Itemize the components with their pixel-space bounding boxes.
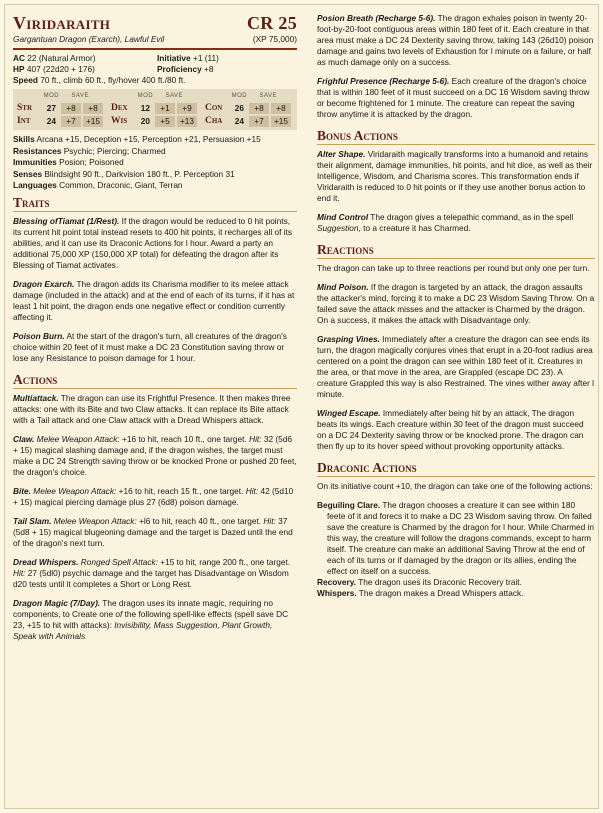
draconic-text: The dragon chooses a creature it can see within 180 feete of it and forecs it to make a DC 23 Wisdom saving throw. On failed save the creature is Charmed by the dragon for l hour. While Charmed in this way, the creature will follow the dragons commands, except to harm itself. The creature can make an additional Saving Throw at the end of each of its turns or if damaged by the dragon or its allies, ending the effect on itself on a success. [327, 500, 595, 576]
ability-name: Wis [111, 116, 128, 126]
senses-value: Blindsight 90 ft., Darkvision 180 ft., P. Perception 31 [44, 168, 235, 179]
mod-header: MOD [43, 93, 60, 99]
trait-dragon-exarch [13, 279, 297, 323]
ability-save: +8 [271, 103, 291, 114]
action-name: Tail Slam. [13, 516, 52, 526]
action-text: Each creature of the dragon's choice that is within 180 feet of it must succeed on a DC 16 Wisdom saving throw or become frightened for 1 minute. The creature can repeat the saving throw anytime it is attacked by the dragon. [317, 76, 590, 119]
ability-header-row [17, 91, 293, 102]
hit-label: Hit: [245, 486, 259, 496]
attack-info: +l6 to hit, reach 40 ft., one target. [136, 516, 264, 526]
spell-list: Invisibility, Mass Suggestion, Plant Growth, Speak with Animals [13, 620, 273, 641]
reaction-text: Immediately after a creature the dragon can see ends its turn, the dragon magically conjures vines that erupt in a 20-foot radius area centered on a point the dragon can see within 180 feet of it. Creatures in the area, or that move in the area, are Grappled (escape DC 23). A creature Grappled this way is also Restrained. The vines wither away after l minute. [317, 334, 594, 399]
ability-wis [111, 115, 199, 128]
save-header: SAVE [165, 93, 183, 99]
action-bite [13, 486, 297, 508]
monster-xp: (XP 75,000) [252, 34, 297, 44]
action-text: The dragon can use its Frightful Presence. It then makes three attacks: one with its Bite and two Claw attacks. It can replace its Bite attack with a Tail attack and one Claw attack with a Dread Whispers attack. [13, 393, 291, 425]
ability-mod: +5 [155, 116, 175, 127]
monster-type: Gargantuan Dragon (Exarch), Lawful Evil [13, 34, 165, 44]
draconic-name: Whispers. [317, 588, 357, 598]
reactions-heading: Reactions [317, 242, 595, 259]
reaction-mind-poison [317, 282, 595, 326]
languages-label: Languages [13, 180, 57, 190]
draconic-text: The dragon uses its Draconic Recovery trait. [356, 577, 522, 587]
action-poison-breath [317, 13, 595, 68]
draconic-name: Beguiling Clare. [317, 500, 381, 510]
hp-value: 407 (22d20 + 176) [26, 64, 95, 74]
ability-scores-table [13, 89, 297, 130]
trait-name: Dragon Exarch. [13, 279, 75, 289]
trait-text: If the dragon would be reduced to 0 hit points, its current hit point total instead resets to 400 hit points, it recharges all of its abilities, and it can use its Draconic Actions for l hour. Award a party an additional 75,000 XP (150,000 XP total) for defeating the dragon after its Blessing of Tiamat activates. [13, 216, 293, 270]
properties-list [13, 134, 297, 191]
armor-class [13, 53, 153, 64]
ability-save: +8 [83, 103, 103, 114]
challenge-rating: CR 25 [247, 13, 297, 33]
trait-text: At the start of the dragon's turn, all creatures of the dragon's choice within 20 feet of it must make a DC 23 Constitution saving throw or lose any Resistance to poison damage for 1 hour. [13, 331, 287, 363]
action-text: The dragon uses its innate magic, requiring no components, to Create one [13, 598, 273, 619]
bonus-mind-control [317, 212, 595, 234]
ability-save: +15 [83, 116, 103, 127]
speed-label: Speed [13, 75, 38, 85]
action-name: Dread Whispers. [13, 557, 79, 567]
skills-label: Skills [13, 134, 35, 144]
action-name: Bite. [13, 486, 31, 496]
proficiency-label: Proficiency [157, 64, 202, 74]
action-name: Dragon Magic (7/Day). [13, 598, 101, 608]
resistances-line [13, 146, 297, 157]
right-column [317, 13, 595, 599]
ability-mod: +7 [61, 116, 81, 127]
trait-blessing-of-tiamat [13, 216, 297, 271]
actions-heading: Actions [13, 372, 297, 389]
draconic-actions-heading: Draconic Actions [317, 460, 595, 477]
action-text-of: of [115, 609, 123, 619]
reactions-intro: The dragon can take up to three reactions per round but only one per turn. [317, 263, 590, 273]
ability-name: Int [17, 116, 31, 126]
ability-name: Con [205, 103, 223, 113]
action-name: Multiattack. [13, 393, 59, 403]
ability-mod: +7 [249, 116, 269, 127]
action-text: 37 (5d8 + 15) magical blugeoning damage and the target is Dazed until the end of the dragon's next turn. [13, 516, 293, 548]
action-text-2: the following spell-like effects (spell save DC 23, +15 to hit with attacks): [13, 609, 289, 630]
hit-points [13, 64, 153, 75]
spell-name: Suggestion [317, 223, 359, 233]
action-tail-slam [13, 516, 297, 549]
speed [13, 75, 297, 86]
ability-value: 26 [234, 103, 244, 113]
mod-header: MOD [231, 93, 248, 99]
resistances-value: Psychic; Piercing; Charmed [63, 145, 166, 156]
draconic-recovery [317, 577, 595, 588]
draconic-beguiling-glare [317, 500, 595, 577]
immunities-line [13, 157, 297, 168]
hp-label: HP [13, 64, 25, 74]
draconic-name: Recovery. [317, 577, 357, 587]
ability-header-1 [17, 91, 105, 102]
proficiency-value: +8 [204, 64, 214, 74]
senses-label: Senses [13, 168, 43, 179]
attack-type: Ronged Spell Attack: [78, 557, 158, 567]
action-text: The dragon exhales poison in twenty 20-foot-by-20-foot contiguous areas within 180 feet of it. Each creature in that area must make a DC 24 Dexterity saving throw, taking 143 (26d10) poison damage and gains two levels of Exhaustion for l minute on a failure, or half as much damage only on a success. [317, 13, 594, 67]
reaction-name: Grasping Vines. [317, 334, 380, 344]
ability-value: 24 [46, 116, 56, 126]
title-divider [13, 48, 297, 50]
languages-line [13, 180, 297, 191]
ability-cha [205, 115, 293, 128]
bonus-text: The dragon gives a telepathic command, as in the spell [368, 212, 574, 222]
immunities-label: Immunities [13, 157, 57, 167]
attack-info: +16 to hit, reach 15 ft., one target. [116, 486, 246, 496]
skills-value: Arcana +15, Deception +15, Perception +21, Persuasion +15 [36, 134, 261, 144]
core-stats [13, 53, 297, 75]
attack-info: +16 to hit, reach 10 ft., one target. [119, 434, 250, 444]
bonus-actions-heading: Bonus Actions [317, 128, 595, 145]
bonus-name: Alter Shape. [317, 149, 366, 159]
ability-save: +13 [177, 116, 197, 127]
languages-value: Common, Draconic, Giant, Terran [59, 180, 183, 190]
ability-name: Cha [205, 116, 223, 126]
reaction-text: If the dragon is targeted by an attack, the dragon assaults the attacker's mind, forcing it to make a DC 23 Wisdom Saving Throw. On a failed save the attack misses and the attacker is Charmed by the dragon. On a success, it makes the attack with Disadvantage only. [317, 282, 595, 325]
trait-poison-burn [13, 331, 297, 364]
ability-int [17, 115, 105, 128]
resistances-label: Resistances [13, 145, 62, 156]
proficiency [157, 64, 297, 75]
draconic-list [317, 500, 595, 599]
bonus-alter-shape [317, 149, 595, 204]
subtitle-row [13, 34, 297, 45]
draconic-whispers [317, 588, 595, 599]
ability-con [205, 102, 293, 115]
draconic-text: The dragon makes a Dread Whispers attack. [356, 588, 524, 598]
ability-save: +15 [271, 116, 291, 127]
action-dragon-magic [13, 598, 297, 642]
reaction-grasping-vines [317, 334, 595, 400]
monster-name: Viridaraith [13, 13, 111, 33]
title-row [13, 13, 297, 33]
bonus-name: Mind Control [317, 212, 369, 222]
ability-value: 20 [140, 116, 150, 126]
left-column [13, 13, 297, 650]
ability-value: 27 [46, 103, 56, 113]
senses-line [13, 169, 297, 180]
ac-label: AC [13, 53, 25, 63]
attack-info: +15 to hit, range 200 ft., one target. [157, 557, 291, 567]
reaction-text: Immediately after being hit by an attack, The dragon beats its wings. Each creature within 30 feet of the dragon must succeed on a DC 24 Dexterity saving throw or be knocked prone. The dragon can then fly up to its hover speed without provoking opportunity attacks. [317, 408, 584, 451]
hit-label: Hit: [249, 434, 262, 444]
ability-row-2 [17, 115, 293, 128]
attack-type: Melee Weapon Attack: [51, 516, 137, 526]
ability-name: Dex [111, 103, 128, 113]
skills-line [13, 134, 297, 145]
draconic-intro: On its initiative count +10, the dragon can take one of the following actions: [317, 481, 593, 491]
attack-type: Melee Weapon Attack: [30, 486, 117, 496]
ability-mod: +1 [155, 103, 175, 114]
action-claw [13, 434, 297, 478]
ability-value: 12 [140, 103, 150, 113]
ability-name: Str [17, 103, 33, 113]
ac-value: 22 (Natural Armor) [27, 53, 96, 63]
bonus-text-2: , to a creature it has Charmed. [358, 223, 471, 233]
ability-value: 24 [234, 116, 244, 126]
initiative-value: +1 (11) [192, 53, 219, 63]
save-header: SAVE [259, 93, 277, 99]
hit-label: Hit: [263, 516, 276, 526]
immunities-value: Posion; Poisoned [59, 157, 124, 167]
ability-mod: +8 [249, 103, 269, 114]
hit-label: Hit: [13, 568, 26, 578]
ability-dex [111, 102, 199, 115]
save-header: SAVE [71, 93, 89, 99]
action-name: Posion Breath (Recharge 5-6). [317, 13, 436, 23]
stat-block-page [4, 4, 599, 809]
ability-save: +9 [177, 103, 197, 114]
action-text: 27 (5dl0) psychic damage and the target has Disadvantage on Wisdom d20 tests until it completes a Short or Long Rest. [13, 568, 289, 589]
mod-header: MOD [137, 93, 154, 99]
trait-text: The dragon adds its Charisma modifier to its melee attack damage (included in the attack) and at the end of each of its turns, if it has at least 1 hit point, the dragon ends one negative effect or condition currently affecting it. [13, 279, 295, 322]
ability-mod: +8 [61, 103, 81, 114]
reaction-name: Mind Poison. [317, 282, 369, 292]
action-frightful-presence [317, 76, 595, 120]
reaction-name: Winged Escape. [317, 408, 381, 418]
trait-name: Blessing ofTiamat (1/Rest). [13, 216, 120, 226]
ability-header-2 [111, 91, 199, 102]
trait-name: Poison Burn. [13, 331, 65, 341]
speed-value: 70 ft., climb 60 ft., fly/hover 400 ft./80 ft. [40, 75, 186, 85]
ability-row-1 [17, 102, 293, 115]
action-multiattack [13, 393, 297, 426]
action-name: Frighful Presence (Recharge 5-6). [317, 76, 450, 86]
action-text: 42 (5d10 + 15) magical piercing damage plus 27 (6d8) poison damage. [13, 486, 294, 507]
action-name: Claw. [13, 434, 35, 444]
attack-type: Melee Weapon Attack: [34, 434, 120, 444]
initiative [157, 53, 297, 64]
action-text: 32 (5d6 + 15) magical slashing damage and, if the dragon wishes, the target must make a DC 24 Strength saving throw or be knocked Prone or pushed 20 feet, the dragon's choice. [13, 434, 297, 477]
traits-heading: Traits [13, 195, 297, 212]
ability-str [17, 102, 105, 115]
bonus-text: Viridaraith magically transforms into a humanoid and retains their alignment, damage immunities, hit points, and hit dice, as well as their Intelligence, Wisdom, and Charisma scores. This transformation ends if Viridaraith is reduced to 0 hit points or if they use another bonus action to end it. [317, 149, 593, 203]
initiative-label: Initiative [157, 53, 191, 63]
action-dread-whispers [13, 557, 297, 590]
reaction-winged-escape [317, 408, 595, 452]
ability-header-3 [205, 91, 293, 102]
